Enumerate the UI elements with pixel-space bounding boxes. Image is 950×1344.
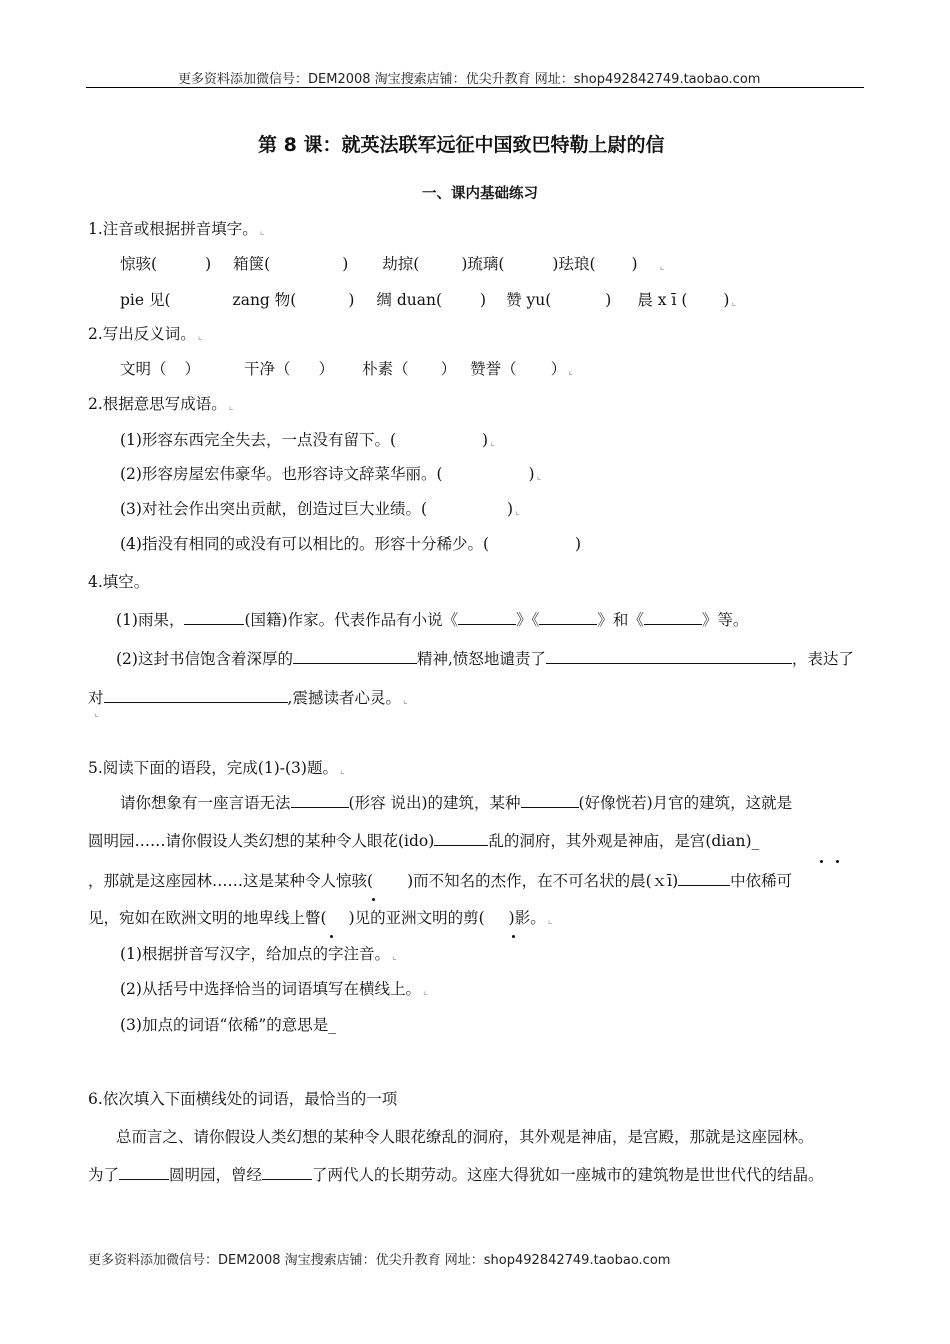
fill-line[interactable] xyxy=(644,610,702,625)
q4-line-2: (2)这封书信饱含着深厚的 精神,愤怒地谴责了 ，表达了 xyxy=(116,650,854,668)
page-title: 第 8 课：就英法联军远征中国致巴特勒上尉的信 xyxy=(258,134,665,156)
q6-passage-line-2: 为了 圆明园，曾经 了两代人的长期劳动。这座大得犹如一座城市的建筑物是世世代代的结晶。 xyxy=(88,1166,824,1184)
q2-items: 文明（ ） 干净（ ） 朴素（ ） 赞誉（ ） ⌞ xyxy=(120,360,573,378)
fill-line[interactable] xyxy=(539,610,597,625)
q3-item-1: (1)形容东西完全失去，一点没有留下。( ) ⌞ xyxy=(120,431,495,449)
q5-passage-line-3: ，那就是这座园林……这是某种令人惊骇( )而不知名的杰作，在不可名状的晨(ｘī) 中依稀可 xyxy=(88,872,793,890)
q5-sub-1: (1)根据拼音写汉字，给加点的字注音。 ⌞ xyxy=(120,945,397,963)
q3-item-4: (4)指没有相同的或没有可以相比的。形容十分稀少。( ) xyxy=(120,535,582,553)
fill-line[interactable] xyxy=(291,793,349,808)
q5-stem: 5.阅读下面的语段，完成(1)-(3)题。 ⌞ xyxy=(88,759,345,777)
q4-stem: 4.填空。 xyxy=(88,573,150,591)
emphasis-dot xyxy=(330,935,333,938)
emphasis-dot xyxy=(836,860,839,863)
q2-stem: 2.写出反义词。 ⌞ xyxy=(88,325,203,343)
q6-passage-line-1: 总而言之、请你假设人类幻想的某种令人眼花缭乱的洞府，其外观是神庙，是宫殿，那就是这座园林。 xyxy=(116,1128,814,1146)
fill-line[interactable] xyxy=(678,871,730,886)
q3-stem: 2.根据意思写成语。 ⌞ xyxy=(88,395,234,413)
q5-passage-line-1: 请你想象有一座言语无法 (形容 说出)的建筑，某种 (好像恍若)月官的建筑，这就是 xyxy=(120,794,793,812)
fill-line[interactable] xyxy=(104,688,288,703)
q1-row2: pie 见( zang 物( ) 绸 duan( ) 赞 yu( ) 晨 x ī ( ) ⌞ xyxy=(120,291,737,309)
q1-row1: 惊骇( ) 箱箧( ) 劫掠( )琉璃( )珐琅( ) ⌞ xyxy=(120,255,665,273)
paragraph-mark: ⌞ xyxy=(94,708,99,719)
q1-stem: 1.注音或根据拼音填字。 ⌞ xyxy=(88,220,265,238)
q5-sub-2: (2)从括号中选择恰当的词语填写在横线上。 ⌞ xyxy=(120,980,428,998)
fill-line[interactable] xyxy=(521,793,579,808)
q5-passage-line-2: 圆明园……请你假设人类幻想的某种令人眼花(ido) 乱的洞府，其外观是神庙，是宫(dian)_ xyxy=(88,832,760,850)
page-header: 更多资料添加微信号：DEM2008 淘宝搜索店铺：优尖升教育 网址：shop492842749.taobao.com xyxy=(178,72,761,87)
emphasis-dot xyxy=(372,898,375,901)
fill-line[interactable] xyxy=(434,831,488,846)
q3-item-2: (2)形容房屋宏伟豪华。也形容诗文辞菜华丽。( ) ⌞ xyxy=(120,465,542,483)
q6-stem: 6.依次填入下面横线处的词语，最恰当的一项 xyxy=(88,1090,398,1108)
fill-line[interactable] xyxy=(119,1165,169,1180)
fill-line[interactable] xyxy=(184,610,244,625)
q4-line-1: (1)雨果， (国籍)作家。代表作品有小说《 》《 》和《 》等。 xyxy=(116,611,749,629)
q5-sub-3: (3)加点的词语“依稀”的意思是_ xyxy=(120,1016,337,1034)
q4-line-3: 对 ,震撼读者心灵。 ⌞ xyxy=(88,689,408,707)
section-title: 一、课内基础练习 xyxy=(422,186,538,202)
fill-line[interactable] xyxy=(458,610,516,625)
fill-line[interactable] xyxy=(293,649,417,664)
page-footer: 更多资料添加微信号：DEM2008 淘宝搜索店铺：优尖升教育 网址：shop492842749.taobao.com xyxy=(88,1253,671,1268)
q5-passage-line-4: 见，宛如在欧洲文明的地卑线上瞥( )见的亚洲文明的剪( )影。 ⌞ xyxy=(88,909,553,927)
q3-item-3: (3)对社会作出突出贡献，创造过巨大业绩。( ) ⌞ xyxy=(120,500,520,518)
emphasis-dot xyxy=(512,935,515,938)
fill-line[interactable] xyxy=(262,1165,312,1180)
header-rule xyxy=(86,87,864,88)
fill-line[interactable] xyxy=(546,649,792,664)
emphasis-dot xyxy=(820,860,823,863)
